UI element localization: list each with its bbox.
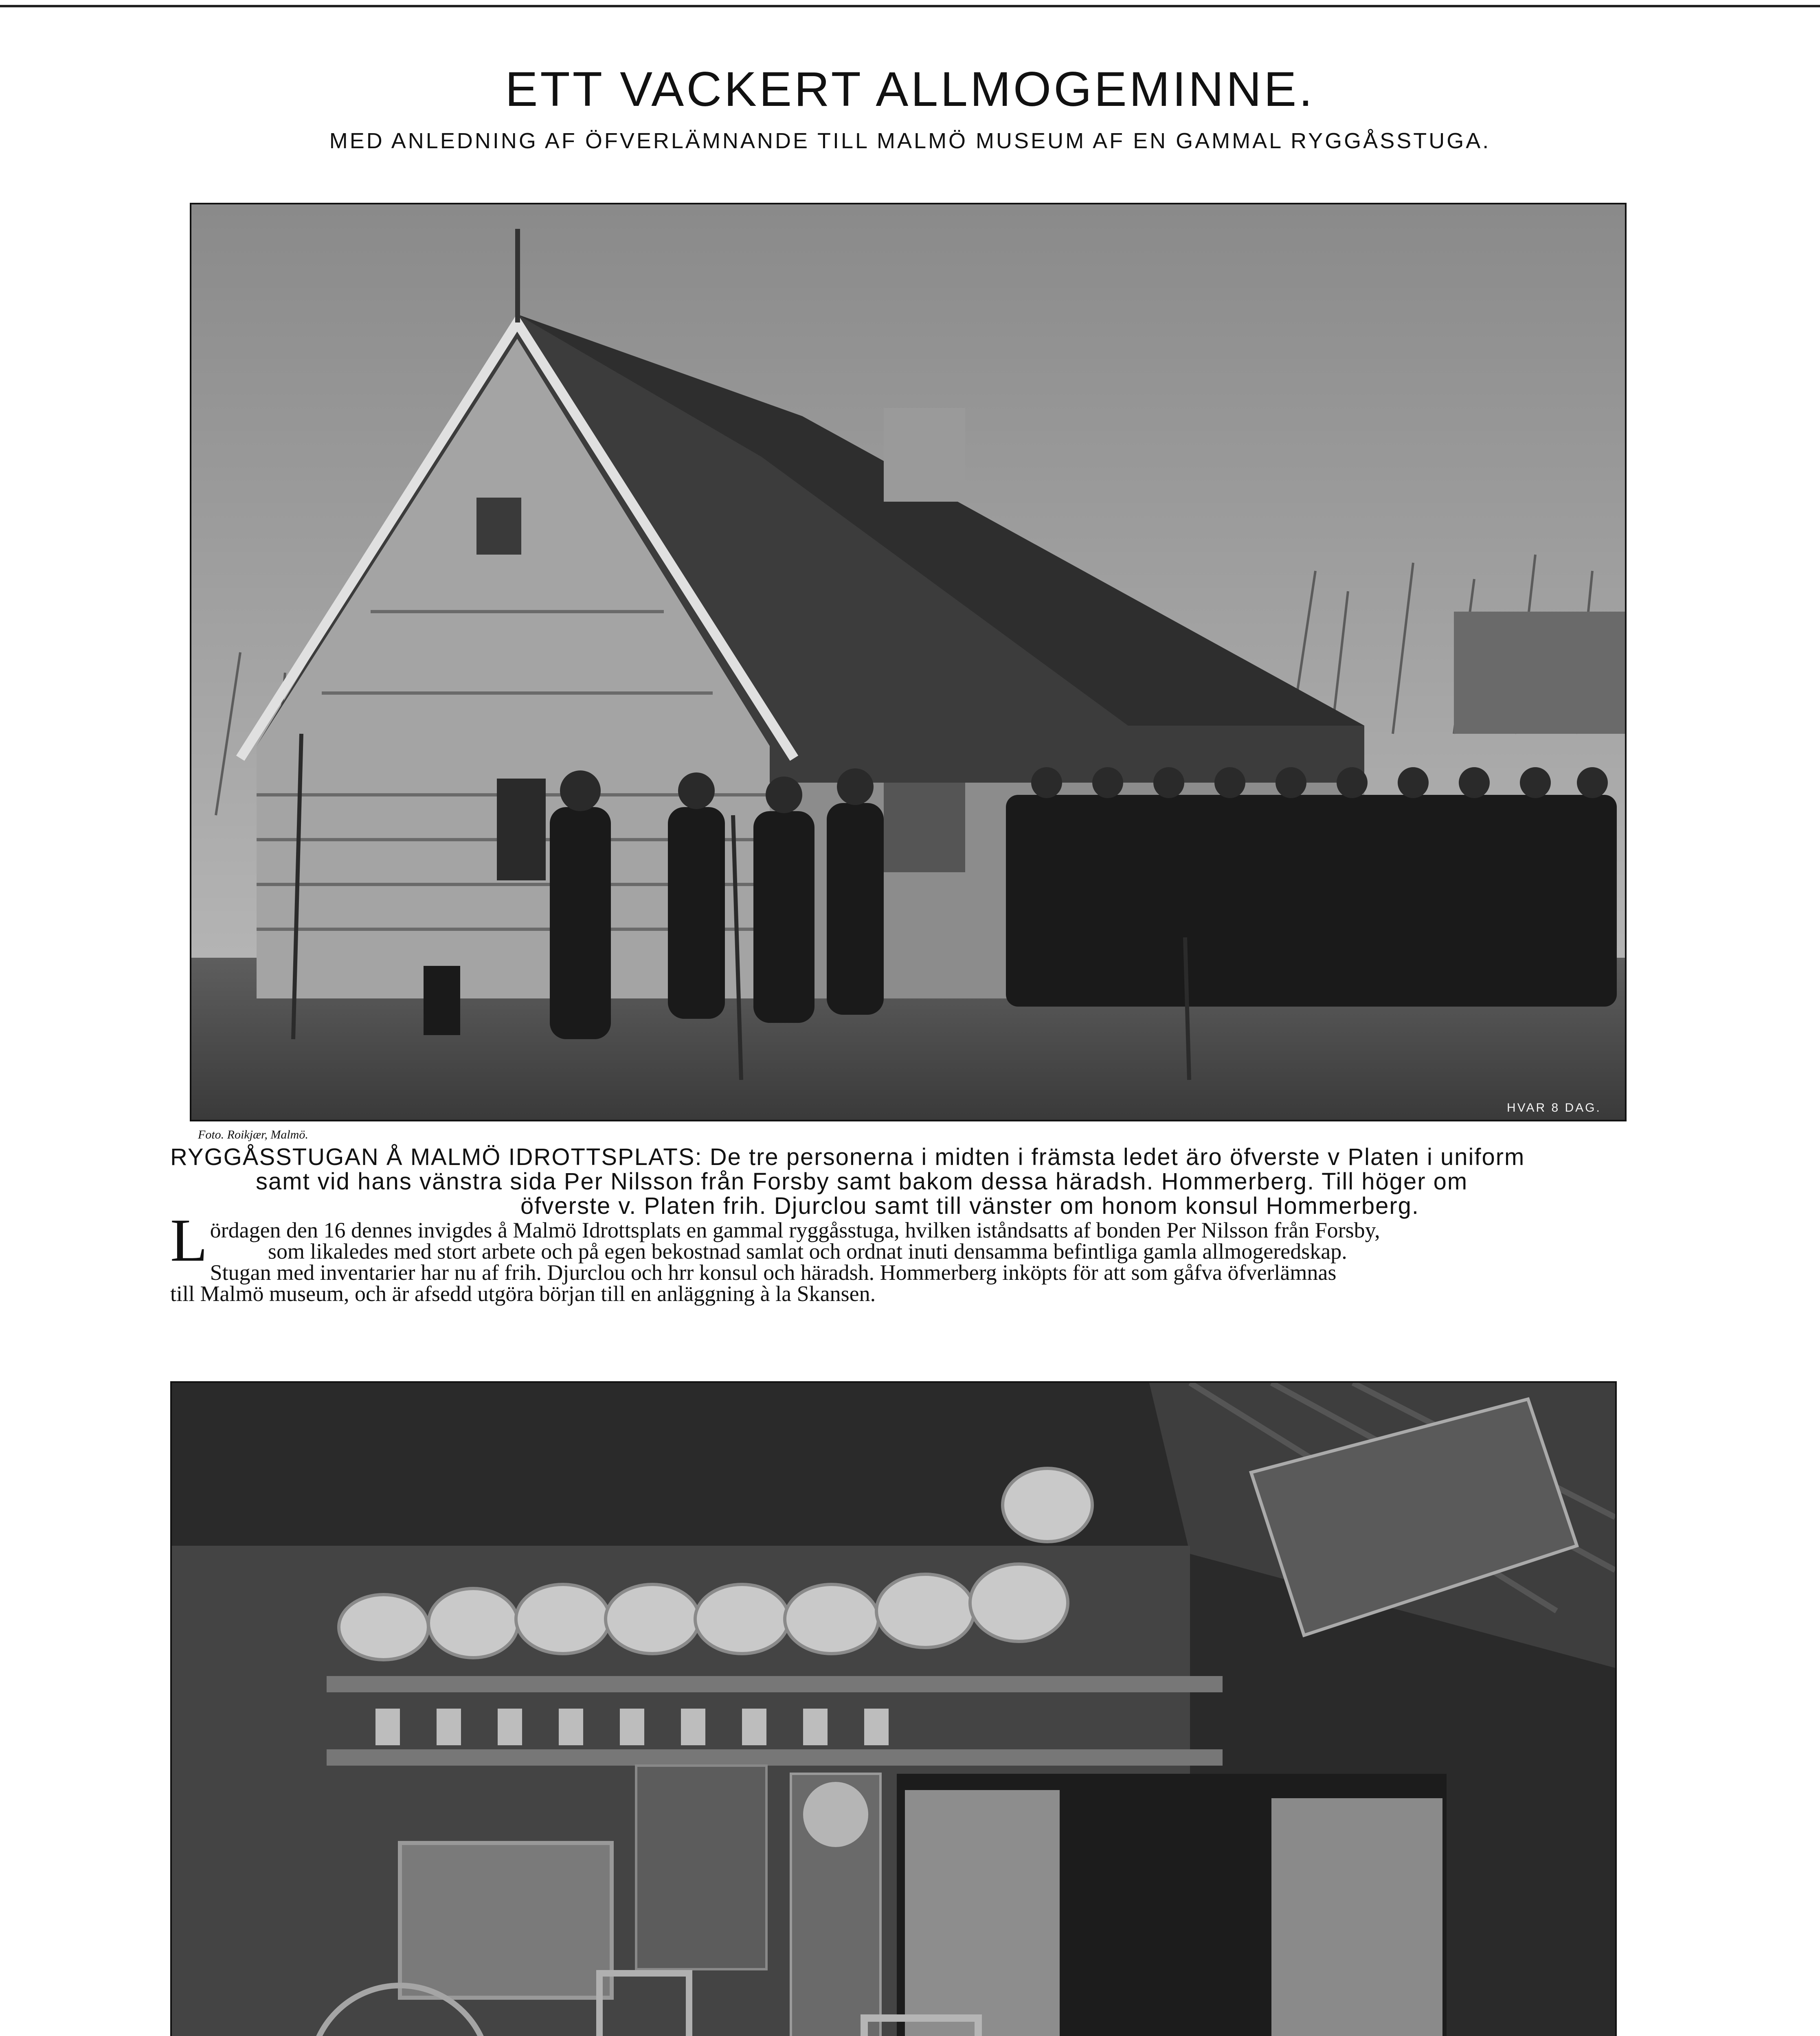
article-text <box>170 1207 1620 1306</box>
article-line: till Malmö museum, och är afsedd utgöra början till en anläggning à la Skansen. <box>170 1281 876 1306</box>
exterior-photo-watermark: HVAR 8 DAG. <box>1507 1101 1601 1115</box>
top-rule <box>0 5 1820 7</box>
page-title: ETT VACKERT ALLMOGEMINNE. <box>505 62 1315 116</box>
caption-line: öfverste v. Platen frih. Djurclou samt till vänster om honom konsul Hommerberg. <box>520 1193 1420 1219</box>
article-line: som likaledes med stort arbete och på egen bekostnad samlat och ordnat inuti densamma befintliga gamla allmogeredskap. <box>268 1239 1347 1264</box>
exterior-photo-caption <box>170 1145 1620 1218</box>
drop-cap: L <box>170 1207 208 1274</box>
caption-line: RYGGÅSSTUGAN Å MALMÖ IDROTTSPLATS: De tre personerna i midten i främsta ledet äro öfverste v Platen i uniform <box>170 1144 1525 1170</box>
article-line: ördagen den 16 dennes invigdes å Malmö Idrottsplats en gammal ryggåsstuga, hvilken iståndsatts af bonden Per Nilsson från Forsby, <box>210 1218 1380 1242</box>
interior-photo <box>170 1381 1617 2036</box>
caption-line: samt vid hans vänstra sida Per Nilsson från Forsby samt bakom dessa häradsh. Hommerberg. Till höger om <box>256 1168 1468 1195</box>
article-line: Stugan med inventarier har nu af frih. Djurclou och hrr konsul och häradsh. Hommerberg inköpts för att som gåfva öfverlämnas <box>210 1260 1337 1285</box>
exterior-photo-illustration <box>191 204 1625 1120</box>
exterior-photo <box>190 203 1627 1121</box>
interior-photo-illustration <box>172 1383 1615 2036</box>
page-subtitle: MED ANLEDNING AF ÖFVERLÄMNANDE TILL MALMÖ MUSEUM AF EN GAMMAL RYGGÅSSTUGA. <box>329 129 1491 153</box>
photo-credit: Foto. Roikjær, Malmö. <box>198 1128 308 1141</box>
